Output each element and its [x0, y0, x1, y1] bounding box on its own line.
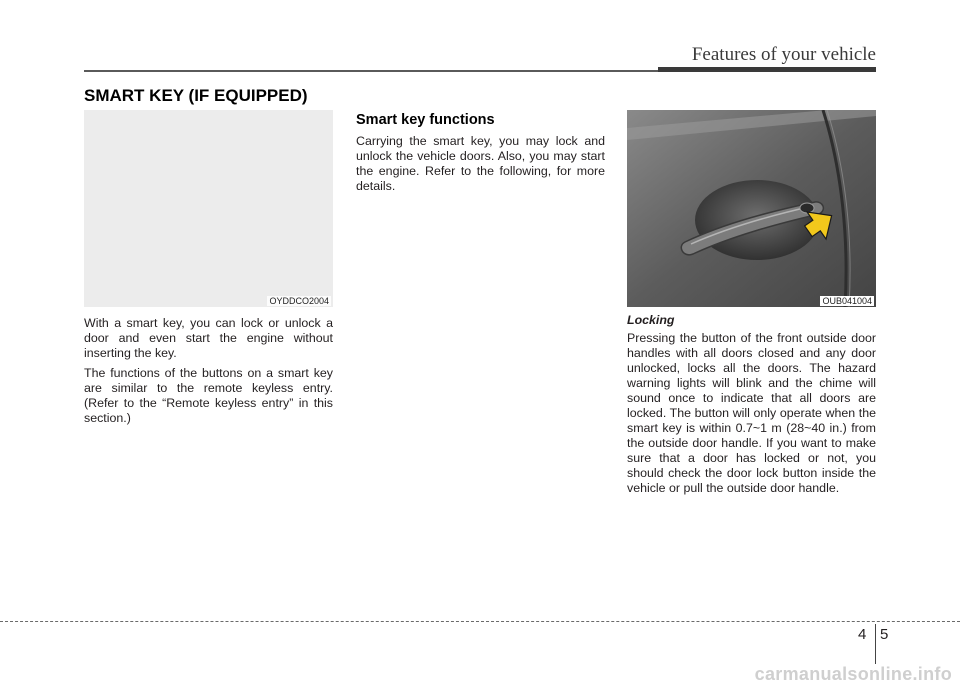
chapter-number: 4 — [858, 626, 867, 643]
smart-key-image — [84, 110, 333, 307]
paragraph: With a smart key, you can lock or unlock a door and even start the engine without inserting the key. — [84, 316, 333, 360]
door-handle-image — [627, 110, 876, 307]
watermark: carmanualsonline.info — [754, 664, 952, 684]
running-header: Features of your vehicle — [691, 44, 876, 65]
locking-subheading: Locking — [627, 313, 675, 327]
middle-column — [356, 110, 605, 199]
subsection-heading: Smart key functions — [356, 112, 495, 128]
section-title: SMART KEY (IF EQUIPPED) — [84, 86, 308, 105]
footer-rule — [0, 621, 960, 622]
image-code: OUB041004 — [822, 296, 872, 306]
paragraph: The functions of the buttons on a smart key are similar to the remote keyless entry. (Refer to the “Remote keyless entry” in this section.) — [84, 366, 333, 425]
header-rule-accent — [658, 67, 876, 72]
door-handle-illustration — [627, 110, 876, 307]
paragraph: Carrying the smart key, you may lock and unlock the vehicle doors. Also, you may start the engine. Refer to the following, for more details. — [356, 134, 605, 193]
page-number-separator — [875, 624, 876, 664]
image-code: OYDDCO2004 — [269, 296, 329, 306]
left-column — [84, 110, 333, 431]
right-column — [627, 110, 876, 501]
left-column-text — [84, 316, 333, 426]
page-number: 5 — [880, 626, 889, 643]
paragraph: Pressing the button of the front outside door handles with all doors closed and any door unlocked, locks all the doors. The hazard warning lights will blink and the chime will sound once to indicate that all doors are locked. The button will only operate when the smart key is within 0.7~1 m (28~40 in.) from the outside door handle. If you want to make sure that a door has locked or not, you should check the door lock button inside the vehicle or pull the outside door handle. — [627, 331, 876, 495]
